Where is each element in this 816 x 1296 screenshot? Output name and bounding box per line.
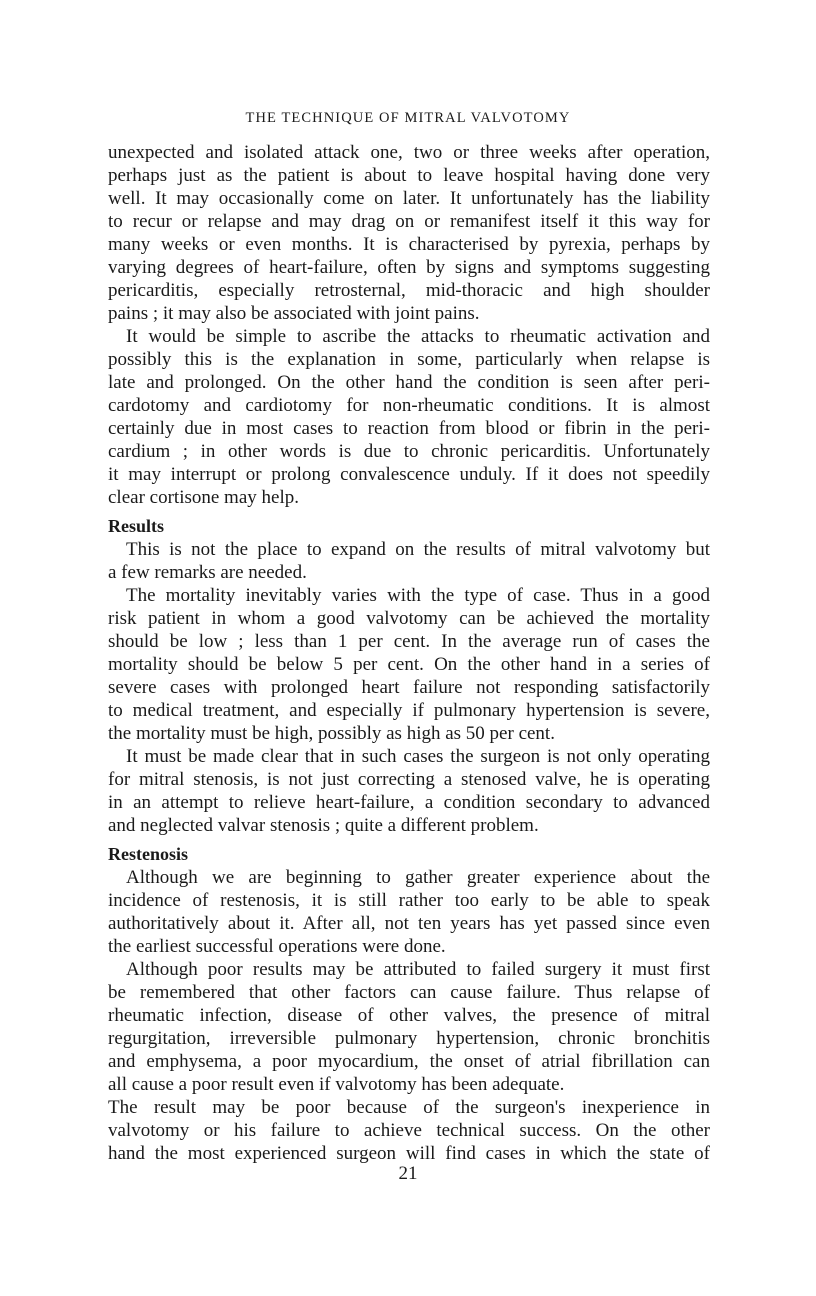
text-line: The mortality inevitably varies with the type of case. Thus in a good (126, 585, 710, 606)
paragraph (108, 141, 710, 325)
text-line: the earliest successful operations were done. (108, 936, 446, 957)
text-line: well. It may occasionally come on later. It unfortunately has the liability (108, 188, 710, 209)
text-line: rheumatic infection, disease of other valves, the presence of mitral (108, 1005, 710, 1026)
text-line: severe cases with prolonged heart failure not responding satisfactorily (108, 677, 710, 698)
text-line: and neglected valvar stenosis ; quite a different problem. (108, 815, 539, 836)
paragraph (108, 1096, 710, 1165)
paragraph (108, 325, 710, 509)
text-line: Although we are beginning to gather greater experience about the (126, 867, 710, 888)
text-line: clear cortisone may help. (108, 487, 299, 508)
text-line: for mitral stenosis, is not just correcting a stenosed valve, he is operating (108, 769, 710, 790)
text-line: and emphysema, a poor myocardium, the onset of atrial fibrillation can (108, 1051, 710, 1072)
section (108, 843, 710, 1165)
text-line: should be low ; less than 1 per cent. In the average run of cases the (108, 631, 710, 652)
text-line: This is not the place to expand on the results of mitral valvotomy but (126, 539, 710, 560)
text-line: in an attempt to relieve heart-failure, a condition secondary to advanced (108, 792, 710, 813)
paragraph (108, 745, 710, 837)
page-number: 21 (398, 1163, 418, 1184)
text-line: pains ; it may also be associated with joint pains. (108, 303, 480, 324)
section-heading: Restenosis (108, 844, 188, 864)
paragraph (108, 958, 710, 1096)
paragraph (108, 866, 710, 958)
section (108, 515, 710, 837)
running-head: THE TECHNIQUE OF MITRAL VALVOTOMY (245, 110, 571, 126)
text-line: be remembered that other factors can cause failure. Thus relapse of (108, 982, 710, 1003)
text-line: risk patient in whom a good valvotomy can be achieved the mortality (108, 608, 710, 629)
section-heading: Results (108, 516, 165, 536)
text-line: to medical treatment, and especially if pulmonary hypertension is severe, (108, 700, 710, 721)
section (108, 141, 710, 509)
text-line: incidence of restenosis, it is still rather too early to be able to speak (108, 890, 710, 911)
text-line: all cause a poor result even if valvotomy has been adequate. (108, 1074, 565, 1095)
text-line: regurgitation, irreversible pulmonary hypertension, chronic bronchitis (108, 1028, 710, 1049)
text-line: perhaps just as the patient is about to leave hospital having done very (108, 165, 710, 186)
text-line: to recur or relapse and may drag on or remanifest itself it this way for (108, 211, 710, 232)
text-line: many weeks or even months. It is characterised by pyrexia, perhaps by (108, 234, 710, 255)
text-line: mortality should be below 5 per cent. On the other hand in a series of (108, 654, 710, 675)
text-line: authoritatively about it. After all, not ten years has yet passed since even (108, 913, 710, 934)
text-line: the mortality must be high, possibly as high as 50 per cent. (108, 723, 555, 744)
text-line: cardotomy and cardiotomy for non-rheumatic conditions. It is almost (108, 395, 710, 416)
text-line: hand the most experienced surgeon will find cases in which the state of (108, 1143, 710, 1164)
text-line: possibly this is the explanation in some, particularly when relapse is (108, 349, 710, 370)
body-text (108, 141, 710, 1165)
text-line: a few remarks are needed. (108, 562, 307, 583)
text-line: varying degrees of heart-failure, often by signs and symptoms suggesting (108, 257, 710, 278)
text-line: The result may be poor because of the surgeon's inexperience in (108, 1097, 710, 1118)
paragraph (108, 584, 710, 745)
text-line: it may interrupt or prolong convalescence unduly. If it does not speedily (108, 464, 710, 485)
text-line: It must be made clear that in such cases the surgeon is not only operating (126, 746, 710, 767)
text-line: late and prolonged. On the other hand the condition is seen after peri- (108, 372, 710, 393)
text-line: It would be simple to ascribe the attacks to rheumatic activation and (126, 326, 710, 347)
text-line: cardium ; in other words is due to chronic pericarditis. Unfortunately (108, 441, 710, 462)
text-line: pericarditis, especially retrosternal, mid-thoracic and high shoulder (108, 280, 710, 301)
text-line: valvotomy or his failure to achieve technical success. On the other (108, 1120, 710, 1141)
text-line: unexpected and isolated attack one, two or three weeks after operation, (108, 142, 710, 163)
paragraph (108, 538, 710, 584)
text-line: certainly due in most cases to reaction from blood or fibrin in the peri- (108, 418, 710, 439)
text-line: Although poor results may be attributed to failed surgery it must first (126, 959, 710, 980)
